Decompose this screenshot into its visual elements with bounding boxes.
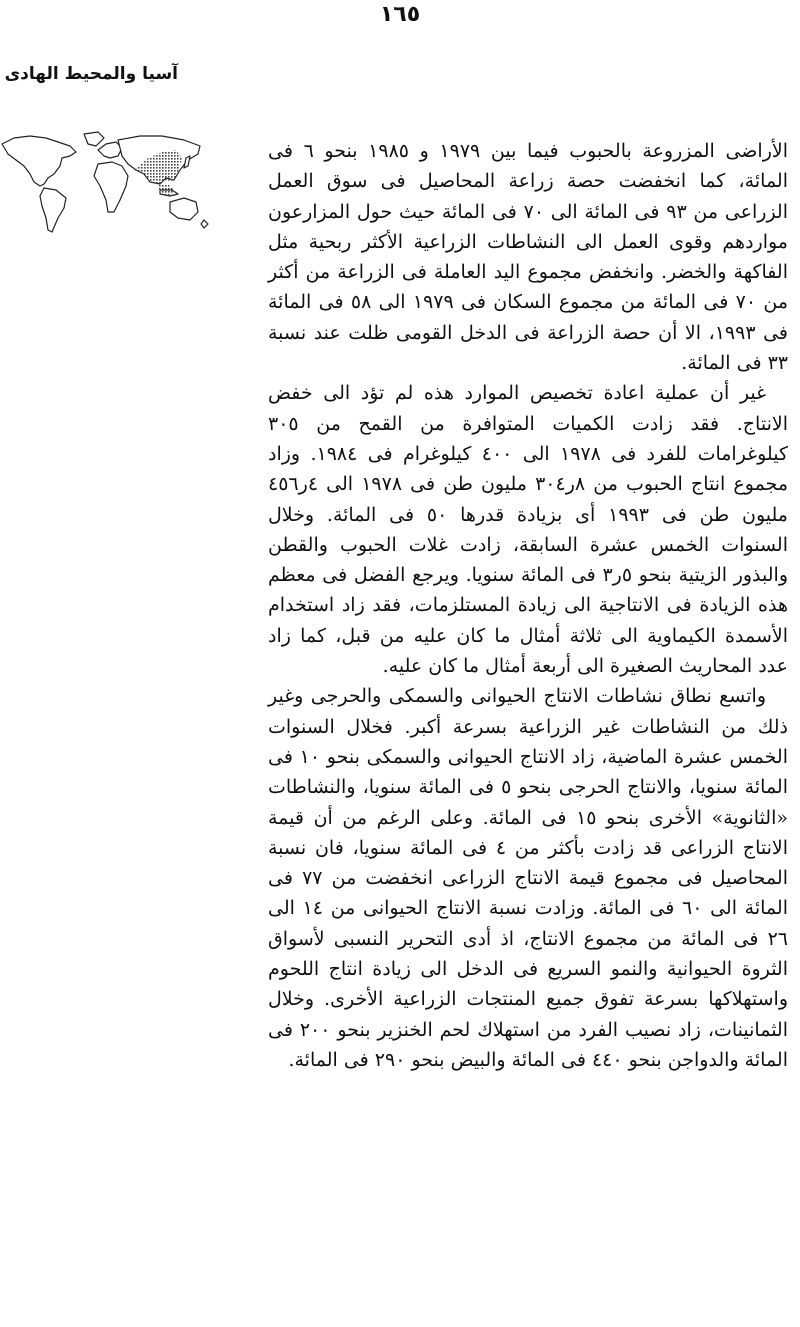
north-america-shape [2, 136, 76, 186]
paragraph: غير أن عملية اعادة تخصيص الموارد هذه لم تؤد الى خفض الانتاج. فقد زادت الكميات المتوافرة من القمح من ٣٠٥ كيلوغرامات للفرد فى ١٩٧٨ الى ٤٠٠ كيلوغرام فى ١٩٨٤. وزاد مجموع انتاج الحبوب من ٨ر٣٠٤ مليون طن فى ١٩٧٨ الى ٤ر٤٥٦ مليون طن فى ١٩٩٣ أى بزيادة قدرها ٥٠ فى المائة. وخلال السنوات الخمس عشرة السابقة، زادت غلات الحبوب والقطن والبذور الزيتية بنحو ٥ر٣ فى المائة سنويا. ويرجع الفضل فى معظم هذه الزيادة فى الانتاجية الى زيادة المستلزمات، فقد زاد استخدام الأسمدة الكيماوية الى ثلاثة أمثال ما كان عليه من قبل، كما زاد عدد المحاريث الصغيرة الى أربعة أمثال ما كان عليه. [268, 382, 789, 678]
world-map-icon [0, 128, 212, 238]
africa-shape [94, 162, 128, 212]
south-america-shape [40, 188, 66, 232]
paragraph: واتسع نطاق نشاطات الانتاج الحيوانى والسمكى والحرجى وغير ذلك من النشاطات غير الزراعية بسرعة أكبر. فخلال السنوات الخمس عشرة الماضية، زاد الانتاج الحيوانى والسمكى بنحو ١٠ فى المائة سنويا، والانتاج الحرجى بنحو ٥ فى المائة سنويا، والنشاطات «الثانوية» الأخرى بنحو ١٥ فى المائة. وعلى الرغم من أن قيمة الانتاج الزراعى قد زادت بأكثر من ٤ فى المائة سنويا، فان نسبة المحاصيل فى مجموع قيمة الانتاج الزراعى انخفضت من ٧٧ فى المائة الى ٦٠ فى المائة. وزادت نسبة الانتاج الحيوانى من ١٤ الى ٢٦ فى المائة من مجموع الانتاج، اذ أدى التحرير النسبى لأسواق الثروة الحيوانية والنمو السريع فى الدخل الى زيادة انتاج اللحوم واستهلاكها بسرعة تفوق جميع المنتجات الزراعية الأخرى. وخلال الثمانينات، زاد نصيب الفرد من استهلاك لحم الخنزير بنحو ٢٠٠ فى المائة والدواجن بنحو ٤٤٠ فى المائة والبيض بنحو ٢٩٠ فى المائة. [268, 685, 789, 1071]
body-text [268, 136, 788, 1075]
australia-shape [170, 198, 198, 220]
page-number: ١٦٥ [379, 2, 421, 27]
paragraph: الأراضى المزروعة بالحبوب فيما بين ١٩٧٩ و ١٩٨٥ بنحو ٦ فى المائة، كما انخفضت حصة زراعة المحاصيل فى سوق العمل الزراعى من ٩٣ فى المائة الى ٧٠ فى المائة حيث حول المزارعون مواردهم وقوى العمل الى النشاطات الزراعية الأكثر ربحية مثل الفاكهة والخضر. وانخفض مجموع اليد العاملة فى الزراعة من أكثر من ٧٠ فى المائة من مجموع السكان فى ١٩٧٩ الى ٥٨ فى المائة فى ١٩٩٣، الا أن حصة الزراعة فى الدخل القومى ظلت عند نسبة ٣٣ فى المائة. [268, 140, 788, 375]
new-zealand-shape [201, 220, 208, 228]
running-head: آسيا والمحيط الهادى [4, 64, 178, 84]
europe-shape [98, 142, 122, 158]
greenland-shape [84, 132, 104, 146]
